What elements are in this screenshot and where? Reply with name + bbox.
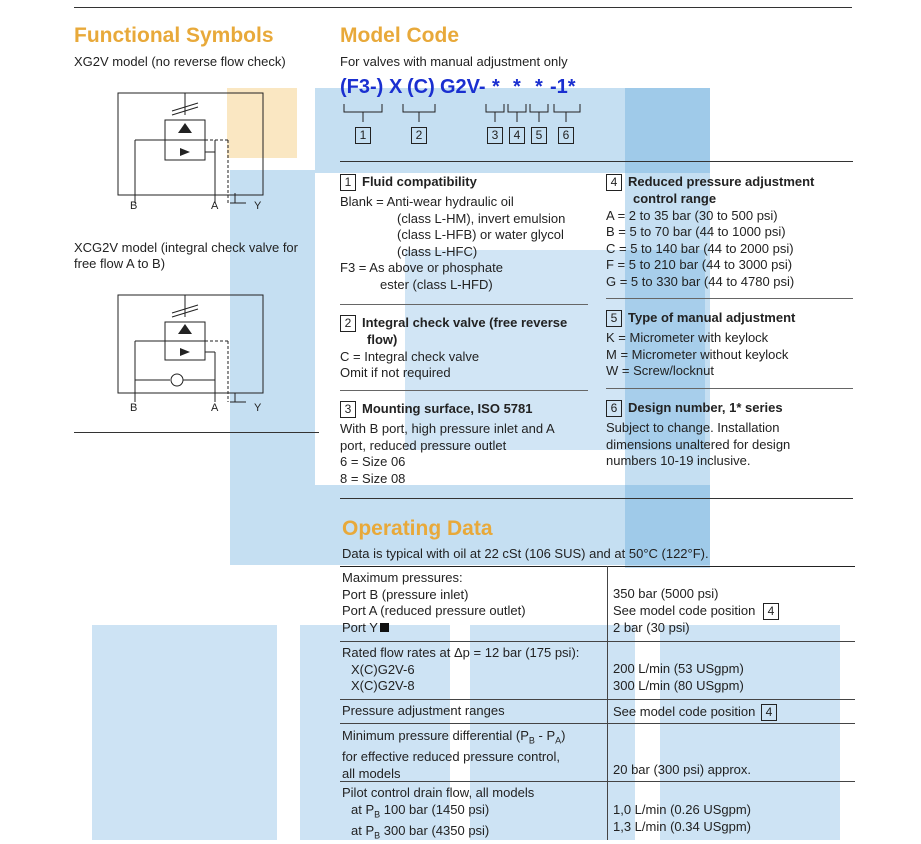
- symbol-1-diagram: [100, 85, 290, 220]
- code-part-2: X: [389, 76, 403, 98]
- position-box-1: 1: [355, 126, 377, 144]
- row-max-pressures-right: 350 bar (5000 psi) See model code position 4 2 bar (30 psi): [613, 586, 853, 636]
- model-code-title: Model Code: [340, 24, 459, 47]
- symbol-1-caption: XG2V model (no reverse flow check): [74, 54, 286, 69]
- code-part-5: *: [492, 76, 500, 98]
- section-5: 5 Type of manual adjustment K = Micrometer with keylock M = Micrometer without keylock W = Screw/locknut: [606, 310, 796, 378]
- code-part-3: (C): [407, 76, 435, 98]
- row-drain-flow-left: Pilot control drain flow, all models at $P_B$ 100 bar (1450 psi) at $P_B$ 300 bar (4350 psi): [342, 785, 535, 841]
- symbol-2-diagram: [100, 287, 290, 417]
- position-box-2: 2: [411, 126, 433, 144]
- symbol-2-port-b: B: [130, 402, 138, 414]
- table-column-divider: [607, 566, 608, 840]
- code-part-4: G2V-: [440, 76, 486, 98]
- functional-symbols-title: Functional Symbols: [74, 24, 274, 47]
- symbol-1-port-a: A: [211, 200, 219, 212]
- symbol-1-port-b: B: [130, 200, 138, 212]
- section-1-rule: [340, 304, 588, 305]
- section-6: 6 Design number, 1* series Subject to change. Installation dimensions unaltered for design numbers 10-19 inclusive.: [606, 400, 791, 468]
- code-part-8: -1*: [550, 76, 576, 98]
- symbol-2-caption-line-2: free flow A to B): [74, 256, 166, 271]
- operating-data-title: Operating Data: [342, 517, 493, 540]
- section-4: 4 Reduced pressure adjustment control range A = 2 to 35 bar (30 to 500 psi) B = 5 to 70 bar (44 to 1000 psi) C = 5 to 140 bar (44 to 2000 psi) F = 5 to 210 bar (44 to 3000 psi) G = 5 to 330 bar (44 to 4780 psi): [606, 174, 815, 289]
- code-part-7: *: [535, 76, 543, 98]
- row-min-differential-left: Minimum pressure differential $(P_B - P_A)$ for effective reduced pressure control, all models: [342, 728, 566, 781]
- table-top-rule: [340, 566, 855, 567]
- table-rule-4: [340, 781, 855, 782]
- symbol-2-port-y: Y: [254, 402, 262, 414]
- position-box-3: 3: [487, 126, 509, 144]
- row-flow-rates-left: Rated flow rates at Δp = 12 bar (175 psi): X(C)G2V-6 X(C)G2V-8: [342, 645, 580, 693]
- row-adjustment-ranges-right: See model code position 4: [613, 704, 783, 721]
- row-adjustment-ranges-left: Pressure adjustment ranges: [342, 703, 505, 718]
- code-brackets: [340, 100, 590, 126]
- operating-data-subtitle: Data is typical with oil at 22 cSt (106 SUS) and at 50°C (122°F).: [342, 546, 709, 561]
- row-min-differential-right: 20 bar (300 psi) approx.: [613, 762, 752, 777]
- model-bottom-rule: [340, 498, 853, 499]
- position-box-6: 6: [558, 126, 580, 144]
- model-code-subtitle: For valves with manual adjustment only: [340, 54, 568, 69]
- row-drain-flow-right: 1,0 L/min (0.26 USgpm) 1,3 L/min (0.34 USgpm): [613, 802, 752, 834]
- section-1: 1 Fluid compatibility Blank = Anti-wear hydraulic oil (class L-HM), invert emulsion (class L-HFB) or water glycol (class L-HFC) F3 = As above or phosphate ester (class L-HFD): [340, 174, 566, 292]
- table-rule-2: [340, 699, 855, 700]
- section-3: 3 Mounting surface, ISO 5781 With B port, high pressure inlet and A port, reduced pressure outlet 6 = Size 06 8 = Size 08: [340, 401, 555, 486]
- section-4-rule: [606, 298, 853, 299]
- section-2-rule: [340, 390, 588, 391]
- row-max-pressures-left: Maximum pressures: Port B (pressure inlet) Port A (reduced pressure outlet) Port Y: [342, 570, 526, 635]
- row-flow-rates-right: 200 L/min (53 USgpm) 300 L/min (80 USgpm): [613, 661, 744, 693]
- top-rule: [74, 7, 852, 8]
- square-icon: [380, 623, 389, 632]
- code-part-6: *: [513, 76, 521, 98]
- symbol-1-port-y: Y: [254, 200, 262, 212]
- left-bottom-rule: [74, 432, 319, 433]
- code-part-1: (F3-): [340, 76, 384, 98]
- position-box-5: 5: [531, 126, 553, 144]
- section-5-rule: [606, 388, 853, 389]
- symbol-2-port-a: A: [211, 402, 219, 414]
- table-rule-1: [340, 641, 855, 642]
- symbol-2-caption-line-1: XCG2V model (integral check valve for: [74, 240, 298, 255]
- section-2: 2 Integral check valve (free reverse flow) C = Integral check valve Omit if not required: [340, 315, 568, 380]
- table-rule-3: [340, 723, 855, 724]
- model-rule: [340, 161, 853, 162]
- position-box-4: 4: [509, 126, 531, 144]
